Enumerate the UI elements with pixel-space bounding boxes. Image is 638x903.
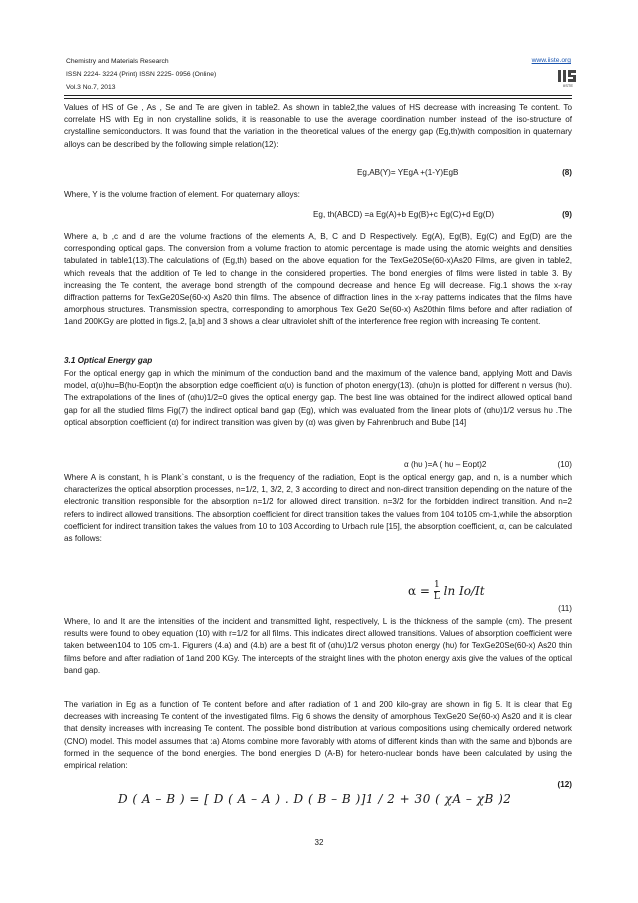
equation-11-fraction: $\frac{1}{L}$ [433, 580, 440, 602]
equation-12: D ( A – B ) = [ D ( A – A ) . D ( B – B )]1 / 2 + 30 ( χA – χB )2 [118, 792, 512, 806]
equation-8-number: (8) [562, 168, 572, 177]
volume-line: Vol.3 No.7, 2013 [66, 84, 116, 91]
paragraph-volume-fraction: Where, Y is the volume fraction of element. For quaternary alloys: [64, 190, 300, 199]
equation-12-number: (12) [557, 780, 572, 789]
header-rule-bottom [64, 98, 572, 99]
journal-url-link[interactable]: www.iiste.org [531, 57, 571, 64]
header-rule-top [64, 95, 572, 96]
equation-11-lhs: α = [408, 584, 430, 598]
issn-line: ISSN 2224- 3224 (Print) ISSN 2225- 0956 (Online) [66, 71, 217, 78]
equation-8: Eg,AB(Y)= YEgA +(1-Y)EgB [357, 168, 459, 177]
equation-10: α (hυ )=A ( hυ – Eopt)2 [404, 460, 487, 469]
section-heading-optical-energy-gap: 3.1 Optical Energy gap [64, 356, 153, 365]
paragraph-volume-fractions-abcd: Where a, b ,c and d are the volume fractions of the elements A, B, C and D Respectively. Eg(A), Eg(B), Eg(C) and Eg(D) are the corresponding optical gaps. The conversion from a volume fraction to atomic percentage is made using the atomic weights and densities tabulated in table1(13).The calculations of (Eg,th) based on the above equation for the TexGe20Se(60-x)As20 Films, are given in table2, which reveals that the addition of Te led to change in the considered properties. The bond energies of films were listed in table 3. By increasing the Te content, the average bond strength of the compound decrease and hence Eg will decrease. Fig.1 shows the x-ray diffraction patterns for TexGe20Se(60-x) As20 thin films. The absence of diffraction lines in the x-ray patterns indicates that the films have amorphous structures. Transmission spectra, corresponding to amorphous Tex Ge20 Se(60-x) As20thin films before and after radiation of 1and 200KGy are plotted in figs.2, [a,b] and 3 shows a clear ultraviolet shift of the interference free region with increasing Te content. [64, 232, 572, 327]
equation-11 [408, 580, 485, 603]
paragraph-intensities: Where, Io and It are the intensities of the incident and transmitted light, respectively, L is the thickness of the sample (cm). The present results were found to obey equation (10) with r=1/2 for all films. This indicates direct allowed transitions. Values of absorption coefficient were taken between104 to 105 cm-1. Figurers (4.a) and (4.b) are a best fit of (αhυ)1/2 versus photon energy (hυ) for TexGe20Se(60-x) As20 thin films before and after radiation of 1and 200 KGy. The intercepts of the straight lines with the photon energy axis give the values of the optical band gap. [64, 617, 572, 675]
paragraph-hs-values: Values of HS of Ge , As , Se and Te are given in table2. As shown in table2,the values of HS decrease with increasing Te content. To correlate HS with Eg in non crystalline solids, it is reasonable to use the average coordination number instead of the iso-structure of crystalline semiconductors. It was found that the variation in the theoretical values of the energy gap (Eg,th)with composition in quaternary alloys can be described by the following simple relation(12): [64, 103, 572, 149]
equation-11-number: (11) [558, 604, 572, 613]
paragraph-eg-variation: The variation in Eg as a function of Te content before and after radiation of 1 and 200 kilo-gray are shown in fig 5. It is clear that Eg decreases with increasing Te content of the investigated films. Fig 6 shows the density of amorphous TexGe20 Se(60-x) As20 and it is clear that density increases with increasing Te content. The possible bond distribution at various compositions using chemically ordered network (CNO) model. This model assumes that :a) Atoms combine more favorably with atoms of different kinds than with the same and b)bonds are formed in the sequence of the bond energies. The bond energies D (A-B) for hetero-nuclear bonds have been calculated by using the empirical relation: [64, 700, 572, 771]
paragraph-absorption-processes: Where A is constant, h is Plank`s constant, υ is the frequency of the radiation, Eopt is the optical energy gap, and n, is a number which characterizes the optical absorption processes, n=1/2, 1, 3/2, 2, 3 according to direct and non-direct transition depending on the nature of the electronic transition responsible for the absorption n=1/2 for allowed direct transition. n=3/2 for the forbidden indirect transition. And n=2 refers to indirect allowed transitions. The absorption coefficient for direct transition takes the values from 104 to105 cm-1,while the absorption coefficient for indirect transition takes the values from 10 to 103 According to Urbach rule [15], the absorption coefficient, α, can be calculated as follows: [64, 473, 572, 544]
svg-text:IISTE: IISTE [562, 83, 574, 88]
equation-9-number: (9) [562, 210, 572, 219]
equation-10-number: (10) [557, 460, 572, 469]
iiste-logo [556, 68, 580, 88]
paragraph-mott-davis: For the optical energy gap in which the minimum of the conduction band and the maximum of the valence band, applying Mott and Davis model, α(υ)hυ=B(hυ-Eopt)n the absorption edge coefficient α(υ) is function of photon energy(13). (αhυ)n is plotted for different n versus (hυ). The extrapolations of the lines of (αhυ)1/2=0 gives the optical energy gap. The best line was obtained for the indirect allowed optical band gap for all the studied films Fig(7) the indirect optical band gap (Eg), which was evaluated from the linear plots of (αhυ)1/2 versus hυ .The optical absorption coefficient (α) for indirect transition was given by (α) was given by Fahrenbruch and Bube [14] [64, 369, 572, 427]
page-number: 32 [314, 838, 324, 847]
equation-11-rhs: ln Io/It [443, 584, 485, 598]
journal-name: Chemistry and Materials Research [66, 58, 169, 65]
equation-9: Eg, th(ABCD) =a Eg(A)+b Eg(B)+c Eg(C)+d Eg(D) [313, 210, 495, 219]
